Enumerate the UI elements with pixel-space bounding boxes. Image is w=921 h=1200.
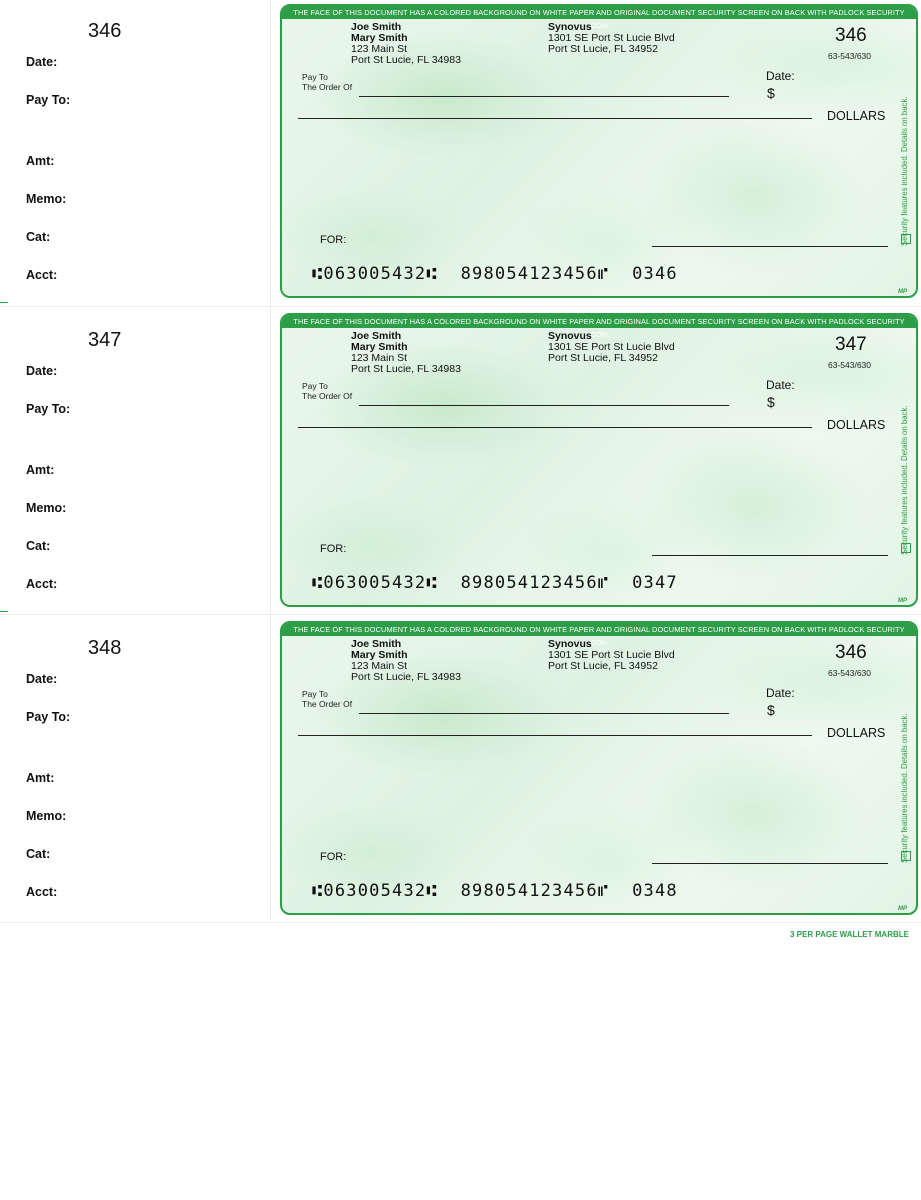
bank-block: [548, 639, 675, 672]
security-features-text: Security features included. Details on back.: [900, 713, 909, 863]
bank-street: 1301 SE Port St Lucie Blvd: [548, 649, 675, 661]
stub-amt-label: Amt:: [26, 771, 55, 785]
pay-to-label-line: The Order Of: [302, 81, 353, 92]
pay-to-label-line: The Order Of: [302, 390, 353, 401]
dollars-label: DOLLARS: [827, 726, 886, 740]
perforation-tick: [0, 302, 8, 303]
stub-cat-label: Cat:: [26, 539, 51, 553]
stub-date-label: Date:: [26, 364, 58, 378]
security-banner: THE FACE OF THIS DOCUMENT HAS A COLORED BACKGROUND ON WHITE PAPER AND ORIGINAL DOCUMENT SECURITY SCREEN ON BACK WITH PADLOCK SECURITY ICON.: [282, 315, 916, 328]
printer-mark: MP: [898, 289, 907, 295]
dollar-sign: $: [767, 394, 775, 410]
account-holder-street: 123 Main St: [351, 43, 408, 55]
stub-date-label: Date:: [26, 55, 58, 69]
stub-pay-to-label: Pay To:: [26, 710, 71, 724]
routing-fraction: 63-543/630: [828, 668, 872, 678]
account-holder-name: Joe Smith: [351, 21, 402, 33]
check-number: 346: [835, 25, 867, 46]
micr-line: ⑆063005432⑆ 898054123456⑈ 0348: [312, 881, 678, 901]
stub-acct-label: Acct:: [26, 577, 58, 591]
amount-words-line[interactable]: [298, 118, 812, 119]
pay-to-label: [302, 73, 352, 92]
stub-amt-label: Amt:: [26, 463, 55, 477]
security-banner: THE FACE OF THIS DOCUMENT HAS A COLORED BACKGROUND ON WHITE PAPER AND ORIGINAL DOCUMENT SECURITY SCREEN ON BACK WITH PADLOCK SECURITY ICON.: [282, 6, 916, 19]
signature-line[interactable]: [652, 246, 888, 247]
check-row-1: [0, 0, 921, 308]
stub-pay-to-label: Pay To:: [26, 402, 71, 416]
for-label: FOR:: [320, 543, 347, 555]
amount-words-line[interactable]: [298, 735, 812, 736]
date-label: Date:: [766, 69, 795, 83]
stub-cat-label: Cat:: [26, 230, 51, 244]
payee-line[interactable]: [359, 96, 729, 97]
bank-name: Synovus: [548, 330, 592, 342]
micr-line: ⑆063005432⑆ 898054123456⑈ 0346: [312, 264, 678, 284]
routing-fraction: 63-543/630: [828, 360, 872, 370]
payee-line[interactable]: [359, 405, 729, 406]
padlock-icon: [901, 543, 911, 553]
pay-to-label-line: Pay To: [302, 689, 328, 699]
product-footer-label: 3 PER PAGE WALLET MARBLE: [790, 930, 909, 939]
stub-memo-label: Memo:: [26, 192, 67, 206]
account-holder-city: Port St Lucie, FL 34983: [351, 54, 461, 66]
pay-to-label-line: Pay To: [302, 72, 328, 82]
pay-to-label: [302, 382, 352, 401]
account-holder-city: Port St Lucie, FL 34983: [351, 671, 461, 683]
account-holder-name: Mary Smith: [351, 341, 408, 353]
stub-pay-to-label: Pay To:: [26, 93, 71, 107]
security-features-text: Security features included. Details on back.: [900, 405, 909, 555]
account-holder-block: [351, 331, 461, 375]
bank-street: 1301 SE Port St Lucie Blvd: [548, 341, 675, 353]
payee-line[interactable]: [359, 713, 729, 714]
security-banner: THE FACE OF THIS DOCUMENT HAS A COLORED BACKGROUND ON WHITE PAPER AND ORIGINAL DOCUMENT SECURITY SCREEN ON BACK WITH PADLOCK SECURITY ICON.: [282, 623, 916, 636]
dollars-label: DOLLARS: [827, 418, 886, 432]
dollar-sign: $: [767, 85, 775, 101]
amount-words-line[interactable]: [298, 427, 812, 428]
account-holder-name: Joe Smith: [351, 330, 402, 342]
stub-amt-label: Amt:: [26, 154, 55, 168]
pay-to-label-line: Pay To: [302, 381, 328, 391]
check-number: 347: [835, 334, 867, 355]
account-holder-block: [351, 22, 461, 66]
pay-to-label: [302, 690, 352, 709]
signature-line[interactable]: [652, 555, 888, 556]
stub-number: 347: [88, 329, 122, 351]
stub-number: 346: [88, 20, 122, 42]
account-holder-street: 123 Main St: [351, 660, 408, 672]
account-holder-name: Joe Smith: [351, 638, 402, 650]
date-label: Date:: [766, 378, 795, 392]
check-body: [280, 313, 918, 607]
perforation-tick: [0, 611, 8, 612]
account-holder-block: [351, 639, 461, 683]
bank-block: [548, 331, 675, 364]
stub-memo-label: Memo:: [26, 809, 67, 823]
bank-name: Synovus: [548, 21, 592, 33]
bank-name: Synovus: [548, 638, 592, 650]
stub-acct-label: Acct:: [26, 885, 58, 899]
dollar-sign: $: [767, 702, 775, 718]
for-label: FOR:: [320, 234, 347, 246]
stub-acct-label: Acct:: [26, 268, 58, 282]
account-holder-name: Mary Smith: [351, 32, 408, 44]
account-holder-city: Port St Lucie, FL 34983: [351, 363, 461, 375]
bank-city: Port St Lucie, FL 34952: [548, 43, 658, 55]
account-holder-name: Mary Smith: [351, 649, 408, 661]
account-holder-street: 123 Main St: [351, 352, 408, 364]
printer-mark: MP: [898, 598, 907, 604]
stub-date-label: Date:: [26, 672, 58, 686]
padlock-icon: [901, 851, 911, 861]
printer-mark: MP: [898, 906, 907, 912]
signature-line[interactable]: [652, 863, 888, 864]
bank-street: 1301 SE Port St Lucie Blvd: [548, 32, 675, 44]
dollars-label: DOLLARS: [827, 109, 886, 123]
bank-city: Port St Lucie, FL 34952: [548, 660, 658, 672]
check-body: [280, 621, 918, 915]
security-features-text: Security features included. Details on back.: [900, 96, 909, 246]
check-row-3: [0, 617, 921, 925]
pay-to-label-line: The Order Of: [302, 698, 353, 709]
check-body: [280, 4, 918, 298]
date-label: Date:: [766, 686, 795, 700]
bank-block: [548, 22, 675, 55]
for-label: FOR:: [320, 851, 347, 863]
padlock-icon: [901, 234, 911, 244]
stub-number: 348: [88, 637, 122, 659]
stub-memo-label: Memo:: [26, 501, 67, 515]
check-number: 346: [835, 642, 867, 663]
check-row-2: [0, 309, 921, 617]
routing-fraction: 63-543/630: [828, 51, 872, 61]
stub-cat-label: Cat:: [26, 847, 51, 861]
bank-city: Port St Lucie, FL 34952: [548, 352, 658, 364]
micr-line: ⑆063005432⑆ 898054123456⑈ 0347: [312, 573, 678, 593]
